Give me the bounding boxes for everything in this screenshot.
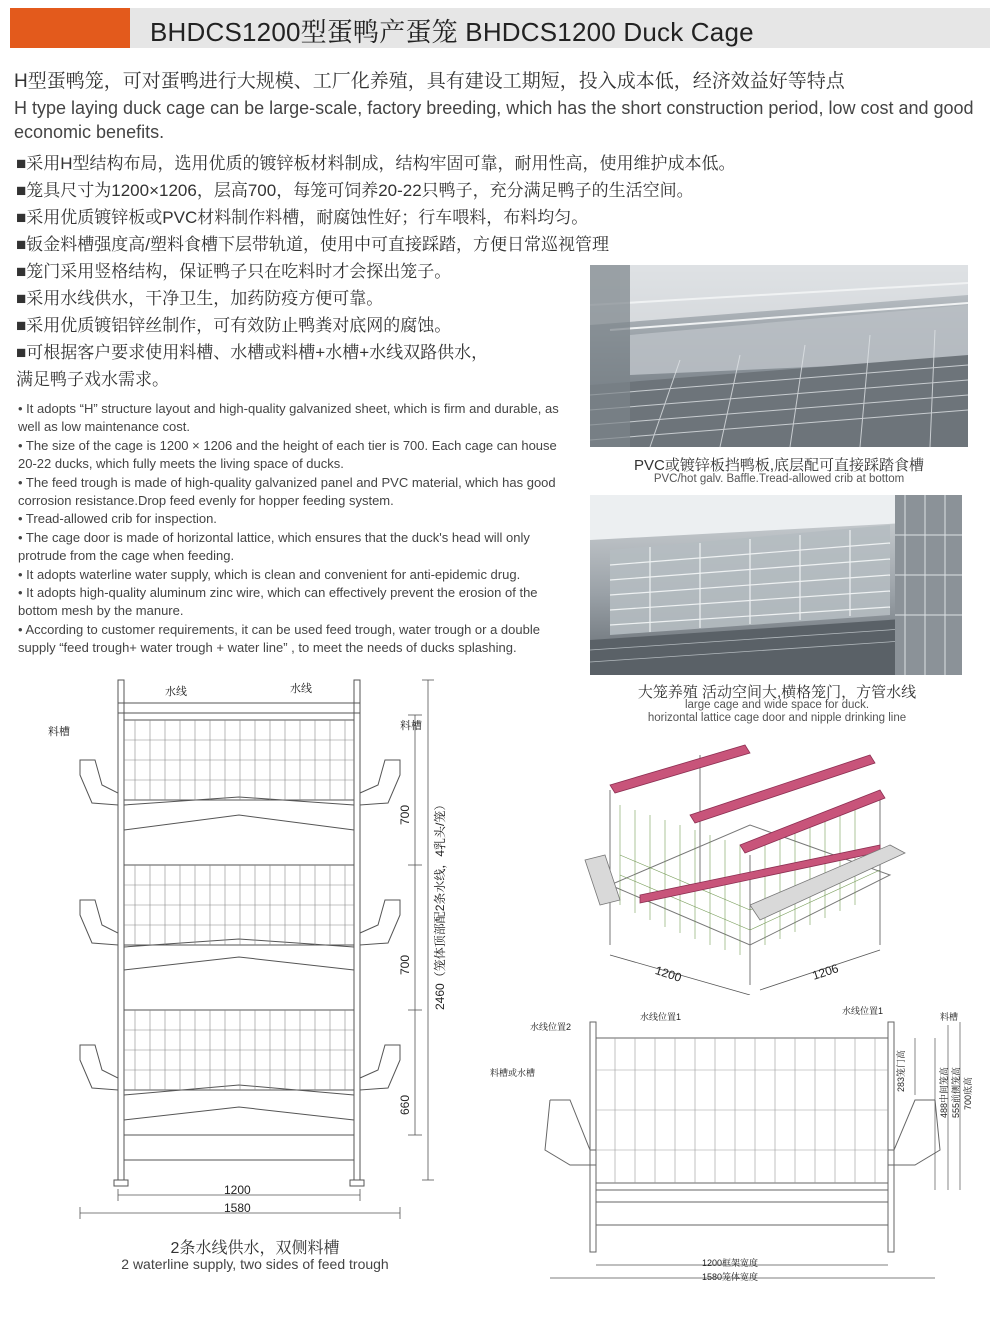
feature-en-item: • The size of the cage is 1200 × 1206 and the height of each tier is 700. Each cage can house 20-22 ducks, which fully meets the living space of ducks. [18,437,557,472]
dim-frame-width: 1200框架宽度 [702,1258,759,1268]
front-diagram-caption-english: 2 waterline supply, two sides of feed trough [121,1256,389,1272]
photo1-caption-english: PVC/hot galv. Baffle.Tread-allowed crib at bottom [653,473,905,485]
label-trough-right: 料槽 [400,720,422,732]
dim-body-width: 1580笼体宽度 [702,1272,759,1282]
feature-en-item: • Tread-allowed crib for inspection. [18,511,217,527]
feature-cn-item: 满足鸭子戏水需求。 [16,370,169,389]
side-elevation-diagram [490,1000,980,1285]
label-water-line-pos1-b: 水线位置1 [842,1006,884,1016]
intro-chinese: H型蛋鸭笼，可对蛋鸭进行大规模、工厂化养殖，具有建设工期短，投入成本低，经济效益好等特点 [14,71,845,92]
front-diagram-caption-chinese: 2条水线供水，双侧料槽 [170,1240,340,1257]
feature-en-item: • The cage door is made of horizontal lattice, which ensures that the duck's head will only protrude from the cage when feeding. [18,529,530,564]
feature-en-item: • The feed trough is made of high-quality galvanized panel and PVC material, which has good corrosion resistance.Drop feed evenly for hopper feeding system. [18,474,556,509]
dim-tier-top: 700 [398,804,412,825]
dim-front-height: 555前侧笼高 [951,1066,961,1118]
front-elevation-drawing [40,675,470,1220]
dim-frame-width: 1200 [224,1183,251,1197]
feature-cn-item: ■笼具尺寸为1200×1206，层高700，每笼可饲养20-22只鸭子，充分满足鸭子的生活空间。 [16,181,694,200]
iso-dim-depth: 1206 [810,961,841,983]
cage-rows-photo [590,495,962,675]
feature-cn-item: ■采用水线供水，干净卫生，加药防疫方便可靠。 [16,289,384,308]
label-water-line-2: 水线 [290,683,312,695]
feature-cn-item: ■钣金料槽强度高/塑料食槽下层带轨道，使用中可直接踩踏，方便日常巡视管理 [16,235,609,254]
cage-interior-photo [590,265,968,447]
title-accent-block [10,8,130,48]
feature-en-item: • According to customer requirements, it can be used feed trough, water trough or a double supply “feed trough+ water trough + water line” , to meet the needs of ducks splashing. [18,621,540,656]
intro-english: H type laying duck cage can be large-scale, factory breeding, which has the short construction period, low cost and good economic benefits. [14,98,974,142]
feature-en-item: • It adopts “H” structure layout and high-quality galvanized sheet, which is firm and durable, as well as low maintenance cost. [18,401,559,435]
feature-cn-item: ■采用H型结构布局，选用优质的镀锌板材料制成，结构牢固可靠，耐用性高，使用维护成本低。 [16,154,736,173]
page-title: BHDCS1200型蛋鸭产蛋笼 BHDCS1200 Duck Cage [150,17,754,47]
label-water-line-pos1-a: 水线位置1 [640,1012,682,1022]
label-trough-left: 料槽 [48,726,70,738]
feature-en-item: • It adopts waterline water supply, which is clean and convenient for anti-epidemic drug. [18,566,521,582]
dim-middle-height: 488中间笼高 [939,1066,949,1118]
dim-door-height: 283笼门高 [896,1049,906,1092]
side-elevation-drawing [490,1000,980,1285]
dim-bottom: 660 [398,1094,412,1115]
features-english-list [18,400,578,658]
isometric-cage-diagram [580,735,910,995]
dim-total-width: 1580 [224,1201,251,1215]
photo2-caption-english-1: large cage and wide space for duck. [684,699,870,711]
photo2-caption-chinese: 大笼养殖 活动空间大,横格笼门，方管水线 [637,684,917,701]
feature-cn-item: ■笼门采用竖格结构，保证鸭子只在吃料时才会探出笼子。 [16,262,452,281]
label-trough: 料槽 [940,1012,959,1022]
dim-tier-mid: 700 [398,954,412,975]
iso-dim-length: 1200 [653,963,684,985]
dim-bottom-height: 700底高 [963,1076,973,1110]
photo1-caption-chinese: PVC或镀锌板挡鸭板,底层配可直接踩踏食槽 [633,457,924,474]
feature-cn-item: ■可根据客户要求使用料槽、水槽或料槽+水槽+水线双路供水， [16,343,489,362]
isometric-cage-drawing [580,735,910,995]
label-water-line-1: 水线 [165,686,187,698]
label-water-line-pos2: 水线位置2 [530,1022,572,1032]
feature-cn-item: ■采用优质镀铝锌丝制作，可有效防止鸭粪对底网的腐蚀。 [16,316,452,335]
dim-total-height: 2460（笼体顶部配2条水线，4乳头/笼） [433,798,447,1010]
feature-en-item: • It adopts high-quality aluminum zinc wire, which can effectively prevent the erosion of the bottom mesh by the manure. [18,585,538,619]
photo2-caption-english-2: horizontal lattice cage door and nipple drinking line [647,712,907,724]
label-trough-or-water-trough: 料槽或水槽 [490,1068,536,1078]
feature-cn-item: ■采用优质镀锌板或PVC材料制作料槽，耐腐蚀性好；行车喂料，布料均匀。 [16,208,589,227]
front-elevation-diagram [40,675,470,1220]
